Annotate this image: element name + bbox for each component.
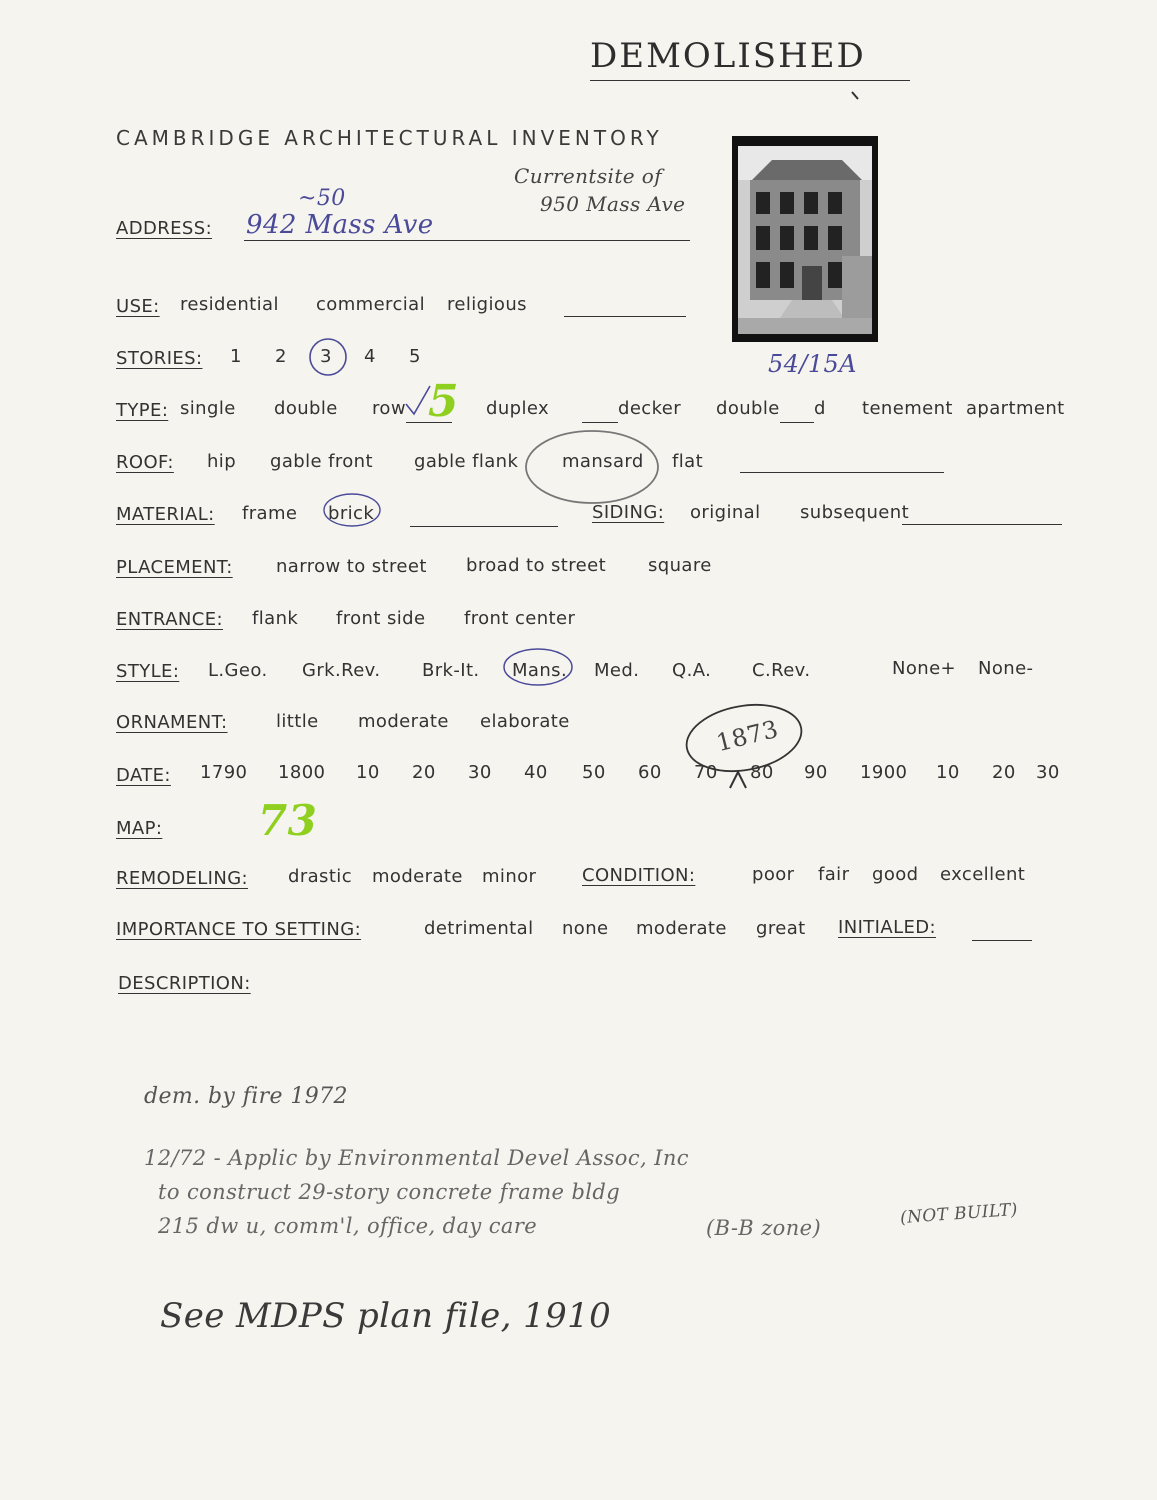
use-option-commercial[interactable]: commercial: [316, 294, 425, 315]
siding-option-subsequent[interactable]: subsequent: [800, 502, 910, 523]
remodeling-option-minor[interactable]: minor: [482, 866, 537, 887]
initialed-label: INITIALED:: [838, 917, 937, 938]
entrance-option-front-side[interactable]: front side: [336, 608, 426, 629]
row-checkmark: [406, 386, 430, 414]
style-option-none-plus[interactable]: None+: [892, 658, 957, 679]
ornament-option-elaborate[interactable]: elaborate: [480, 711, 570, 732]
date-option-40[interactable]: 40: [524, 762, 548, 783]
placement-option-square[interactable]: square: [648, 555, 712, 576]
description-line-4: 215 dw u, comm'l, office, day care: [158, 1214, 538, 1238]
style-option-med[interactable]: Med.: [594, 660, 640, 681]
style-option-qa[interactable]: Q.A.: [672, 660, 712, 681]
ornament-label: ORNAMENT:: [116, 712, 228, 733]
date-caret: [730, 772, 746, 788]
style-option-brkit[interactable]: Brk-It.: [422, 660, 480, 681]
date-option-70[interactable]: 70: [694, 762, 718, 783]
date-option-10[interactable]: 10: [356, 762, 380, 783]
condition-label: CONDITION:: [582, 865, 696, 886]
stories-option-5[interactable]: 5: [409, 346, 421, 367]
remodeling-option-drastic[interactable]: drastic: [288, 866, 352, 887]
address-alt-number: ~50: [298, 186, 346, 211]
material-option-frame[interactable]: frame: [242, 503, 298, 524]
stories-option-3[interactable]: 3: [320, 346, 332, 367]
use-other-line: [564, 316, 686, 317]
importance-option-great[interactable]: great: [756, 918, 806, 939]
style-label: STYLE:: [116, 661, 180, 682]
roof-option-flat[interactable]: flat: [672, 451, 704, 472]
importance-label: IMPORTANCE TO SETTING:: [116, 919, 362, 940]
style-option-lgeo[interactable]: L.Geo.: [208, 660, 268, 681]
roof-other-line: [740, 472, 944, 473]
condition-option-fair[interactable]: fair: [818, 864, 850, 885]
stories-option-2[interactable]: 2: [275, 346, 287, 367]
initialed-line: [972, 940, 1032, 941]
ornament-option-little[interactable]: little: [276, 711, 319, 732]
date-option-1920[interactable]: 20: [992, 762, 1016, 783]
address-line: [244, 240, 690, 241]
placement-option-narrow[interactable]: narrow to street: [276, 556, 427, 577]
date-option-1790[interactable]: 1790: [200, 762, 248, 783]
entrance-option-front-center[interactable]: front center: [464, 608, 576, 629]
address-note-2: 950 Mass Ave: [540, 192, 686, 216]
stamp-tick: [852, 92, 858, 99]
remodeling-option-moderate[interactable]: moderate: [372, 866, 463, 887]
date-option-20[interactable]: 20: [412, 762, 436, 783]
roof-option-gable-front[interactable]: gable front: [270, 451, 373, 472]
type-option-decker[interactable]: decker: [618, 398, 682, 419]
type-option-double-d[interactable]: double: [716, 398, 780, 419]
roof-option-gable-flank[interactable]: gable flank: [414, 451, 519, 472]
type-double-d-line: [780, 422, 814, 423]
date-option-1930[interactable]: 30: [1036, 762, 1060, 783]
style-option-grkrev[interactable]: Grk.Rev.: [302, 660, 381, 681]
description-line-2: 12/72 - Applic by Environmental Devel Assoc, Inc: [144, 1146, 689, 1170]
description-line-3: to construct 29-story concrete frame bldg: [158, 1180, 621, 1204]
type-option-double[interactable]: double: [274, 398, 338, 419]
type-option-d[interactable]: d: [814, 398, 826, 419]
type-label: TYPE:: [116, 400, 169, 421]
date-annotation: 1873: [713, 714, 782, 758]
remodeling-label: REMODELING:: [116, 868, 249, 889]
date-option-90[interactable]: 90: [804, 762, 828, 783]
material-option-brick[interactable]: brick: [328, 503, 375, 524]
form-header: CAMBRIDGE ARCHITECTURAL INVENTORY: [116, 126, 663, 150]
style-option-none-minus[interactable]: None-: [978, 658, 1034, 679]
stories-option-1[interactable]: 1: [230, 346, 242, 367]
style-option-crev[interactable]: C.Rev.: [752, 660, 811, 681]
date-option-50[interactable]: 50: [582, 762, 606, 783]
date-option-80[interactable]: 80: [750, 762, 774, 783]
roof-option-mansard[interactable]: mansard: [562, 451, 644, 472]
type-decker-line: [582, 422, 618, 423]
type-option-single[interactable]: single: [180, 398, 236, 419]
material-label: MATERIAL:: [116, 504, 215, 525]
style-option-mans[interactable]: Mans.: [512, 660, 568, 681]
description-label: DESCRIPTION:: [118, 973, 251, 994]
description-line-4c: (NOT BUILT): [899, 1199, 1019, 1229]
use-option-residential[interactable]: residential: [180, 294, 279, 315]
use-label: USE:: [116, 296, 160, 317]
date-option-1800[interactable]: 1800: [278, 762, 326, 783]
roof-option-hip[interactable]: hip: [207, 451, 237, 472]
roof-label: ROOF:: [116, 452, 174, 473]
stamp-underline: [590, 80, 910, 81]
type-row-count: 5: [428, 376, 460, 427]
address-label: ADDRESS:: [116, 218, 213, 239]
building-photo: [732, 136, 878, 342]
map-value[interactable]: 73: [258, 796, 318, 845]
address-value[interactable]: 942 Mass Ave: [246, 210, 434, 240]
date-option-1900[interactable]: 1900: [860, 762, 908, 783]
placement-option-broad[interactable]: broad to street: [466, 555, 607, 576]
description-line-5: See MDPS plan file, 1910: [160, 1296, 612, 1336]
importance-option-detrimental[interactable]: detrimental: [424, 918, 534, 939]
description-line-1: dem. by fire 1972: [144, 1084, 348, 1109]
importance-option-none[interactable]: none: [562, 918, 609, 939]
entrance-option-flank[interactable]: flank: [252, 608, 299, 629]
address-note-1: Currentsite of: [514, 164, 662, 188]
siding-label: SIDING:: [592, 502, 665, 523]
siding-other-line: [902, 524, 1062, 525]
material-other-line: [410, 526, 558, 527]
date-option-1910[interactable]: 10: [936, 762, 960, 783]
type-option-duplex[interactable]: duplex: [486, 398, 550, 419]
type-option-apartment[interactable]: apartment: [966, 398, 1065, 419]
condition-option-poor[interactable]: poor: [752, 864, 795, 885]
type-option-row[interactable]: row: [372, 398, 406, 419]
date-option-30[interactable]: 30: [468, 762, 492, 783]
stories-label: STORIES:: [116, 348, 203, 369]
demolished-stamp: DEMOLISHED: [590, 36, 866, 76]
ornament-option-moderate[interactable]: moderate: [358, 711, 449, 732]
date-option-60[interactable]: 60: [638, 762, 662, 783]
importance-option-moderate[interactable]: moderate: [636, 918, 727, 939]
condition-option-excellent[interactable]: excellent: [940, 864, 1026, 885]
entrance-label: ENTRANCE:: [116, 609, 223, 630]
use-option-religious[interactable]: religious: [447, 294, 527, 315]
condition-option-good[interactable]: good: [872, 864, 919, 885]
map-label: MAP:: [116, 818, 163, 839]
type-option-tenement[interactable]: tenement: [862, 398, 953, 419]
date-label: DATE:: [116, 765, 171, 786]
photo-reference: 54/15A: [768, 350, 857, 378]
siding-option-original[interactable]: original: [690, 502, 761, 523]
stories-option-4[interactable]: 4: [364, 346, 376, 367]
placement-label: PLACEMENT:: [116, 557, 233, 578]
description-line-4b: (B-B zone): [706, 1216, 822, 1240]
